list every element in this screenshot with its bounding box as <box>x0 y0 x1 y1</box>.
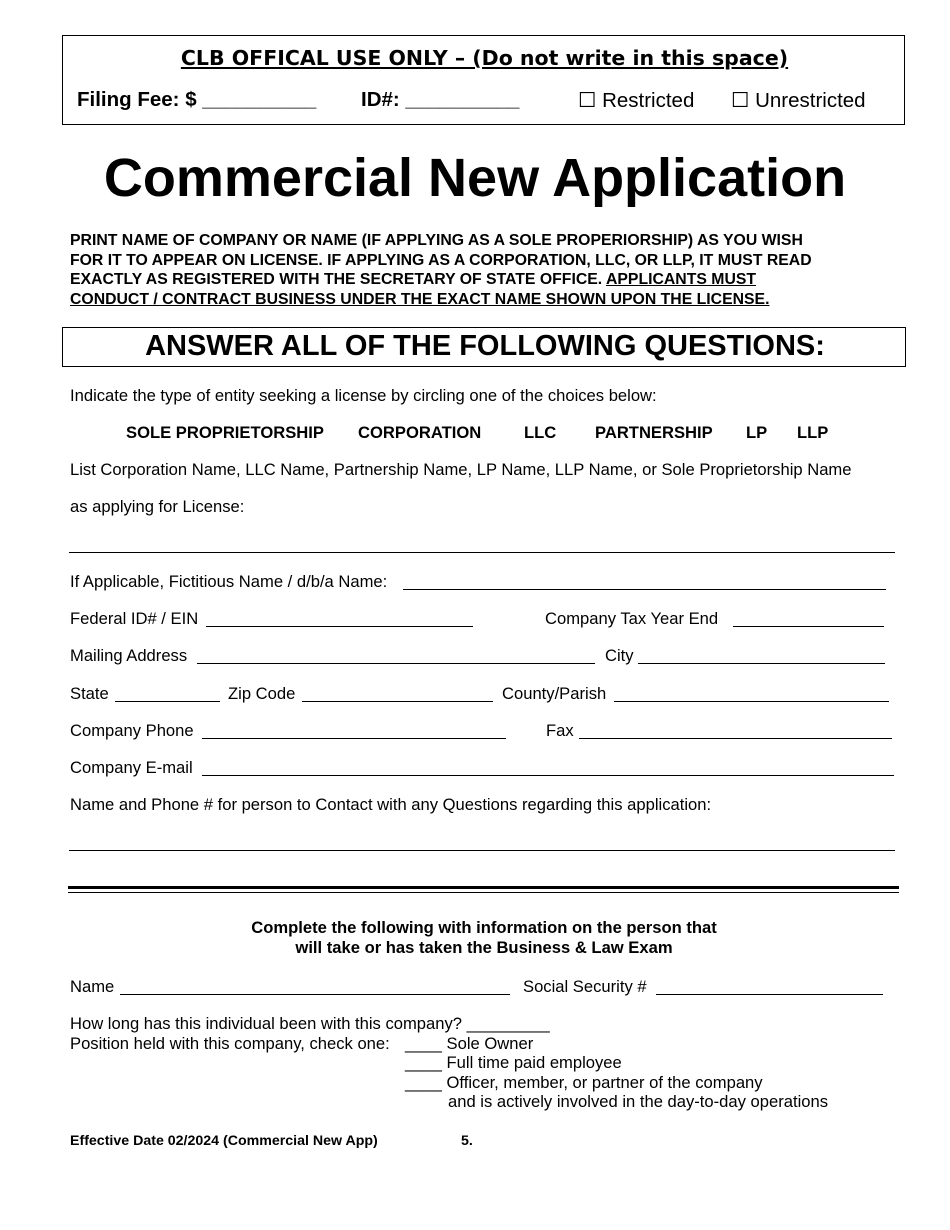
instructions-line: FOR IT TO APPEAR ON LICENSE. IF APPLYING AS A CORPORATION, LLC, OR LLP, IT MUST READ <box>70 251 812 269</box>
company-phone-label: Company Phone <box>70 721 194 740</box>
name-instructions <box>70 231 910 309</box>
section-divider <box>68 892 899 893</box>
exam-heading-line2: will take or has taken the Business & Law Exam <box>295 938 673 957</box>
position-option-officer-cont: and is actively involved in the day-to-day operations <box>448 1092 829 1111</box>
entity-choice-llc[interactable]: LLC <box>524 423 557 442</box>
filing-fee-field[interactable]: Filing Fee: $ __________ <box>77 88 317 111</box>
office-id-field[interactable]: ID#: __________ <box>361 88 520 111</box>
contact-input[interactable] <box>69 850 895 851</box>
effective-date: Effective Date 02/2024 (Commercial New App) <box>70 1133 378 1149</box>
zip-code-input[interactable] <box>302 701 493 702</box>
mailing-address-input[interactable] <box>197 663 595 664</box>
tax-year-end-label: Company Tax Year End <box>545 609 719 628</box>
federal-id-label: Federal ID# / EIN <box>70 609 199 628</box>
company-email-label: Company E-mail <box>70 758 193 777</box>
entity-choice-lp[interactable]: LP <box>746 423 768 442</box>
company-name-input[interactable] <box>69 552 895 553</box>
answer-heading: ANSWER ALL OF THE FOLLOWING QUESTIONS: <box>145 330 825 362</box>
company-email-input[interactable] <box>202 775 894 776</box>
position-option-employee[interactable]: ____ Full time paid employee <box>405 1053 622 1072</box>
ssn-input[interactable] <box>656 994 883 995</box>
position-option-sole-owner[interactable]: ____ Sole Owner <box>405 1034 534 1053</box>
office-use-title: CLB OFFICAL USE ONLY – (Do not write in this space) <box>180 46 789 70</box>
instructions-line: CONDUCT / CONTRACT BUSINESS UNDER THE EXACT NAME SHOWN UPON THE LICENSE. <box>70 290 770 308</box>
entity-choice-partnership[interactable]: PARTNERSHIP <box>595 423 713 442</box>
fax-label: Fax <box>546 721 574 740</box>
mailing-address-label: Mailing Address <box>70 646 188 665</box>
county-input[interactable] <box>614 701 889 702</box>
section-divider <box>68 886 899 889</box>
page-number: 5. <box>461 1133 473 1149</box>
entity-prompt: Indicate the type of entity seeking a license by circling one of the choices below: <box>70 386 657 405</box>
company-name-label-cont: as applying for License: <box>70 497 245 516</box>
unrestricted-checkbox[interactable]: ☐ Unrestricted <box>731 89 866 112</box>
exam-name-input[interactable] <box>120 994 510 995</box>
company-phone-input[interactable] <box>202 738 506 739</box>
position-label: Position held with this company, check one: <box>70 1034 390 1053</box>
instructions-line: PRINT NAME OF COMPANY OR NAME (IF APPLYING AS A SOLE PROPERIORSHIP) AS YOU WISH <box>70 232 803 249</box>
instructions-line <box>70 270 910 290</box>
city-label: City <box>605 646 634 665</box>
instructions-text: EXACTLY AS REGISTERED WITH THE SECRETARY OF STATE OFFICE. <box>70 271 606 289</box>
tax-year-end-input[interactable] <box>733 626 884 627</box>
exam-name-label: Name <box>70 977 115 996</box>
state-label: State <box>70 684 109 703</box>
company-name-label: List Corporation Name, LLC Name, Partnership Name, LP Name, LLP Name, or Sole Proprietorship Name <box>70 460 852 479</box>
county-label: County/Parish <box>502 684 607 703</box>
restricted-checkbox[interactable]: ☐ Restricted <box>578 89 695 112</box>
instructions-underlined: APPLICANTS MUST <box>605 271 757 289</box>
fax-input[interactable] <box>579 738 892 739</box>
answer-heading-box <box>62 327 906 367</box>
office-use-box <box>62 35 905 125</box>
position-option-officer[interactable]: ____ Officer, member, or partner of the company <box>405 1073 763 1092</box>
ssn-label: Social Security # <box>523 977 647 996</box>
federal-id-input[interactable] <box>206 626 473 627</box>
contact-label: Name and Phone # for person to Contact with any Questions regarding this application: <box>70 795 712 814</box>
entity-choice-sole-proprietorship[interactable]: SOLE PROPRIETORSHIP <box>126 423 324 442</box>
fictitious-name-input[interactable] <box>403 589 886 590</box>
zip-code-label: Zip Code <box>228 684 296 703</box>
page-title: Commercial New Application <box>103 148 847 208</box>
city-input[interactable] <box>638 663 885 664</box>
fictitious-name-label: If Applicable, Fictitious Name / d/b/a Name: <box>70 572 388 591</box>
state-input[interactable] <box>115 701 220 702</box>
entity-choice-llp[interactable]: LLP <box>797 423 829 442</box>
entity-choice-corporation[interactable]: CORPORATION <box>358 423 482 442</box>
exam-heading-line1: Complete the following with information on the person that <box>251 918 717 937</box>
how-long-field[interactable]: How long has this individual been with this company? _________ <box>70 1014 550 1033</box>
